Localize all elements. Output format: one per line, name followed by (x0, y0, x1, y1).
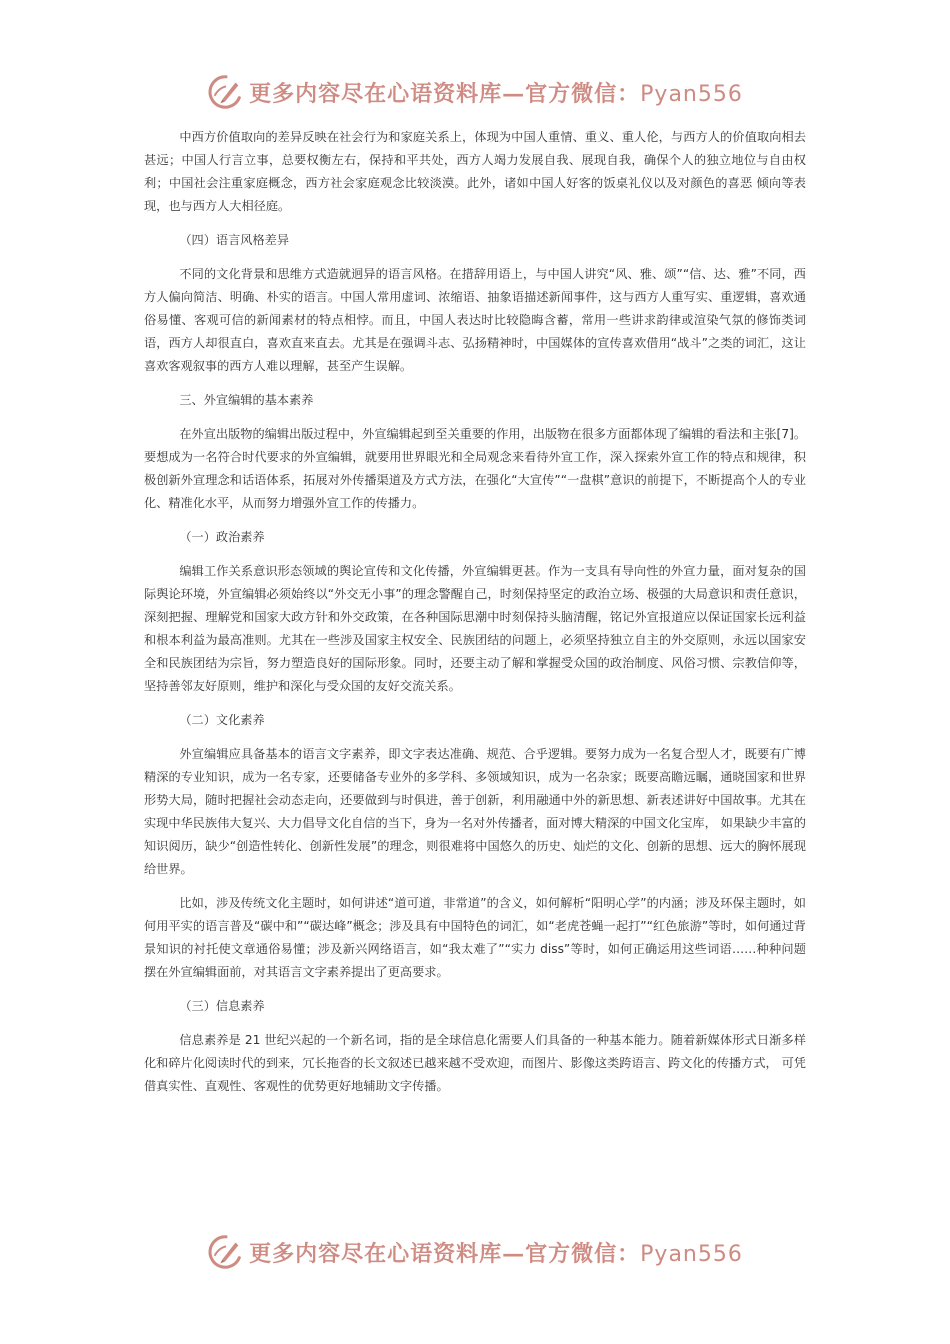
banner-text: 更多内容尽在心语资料库—官方微信： (249, 80, 641, 107)
section-heading: （一）政治素养 (179, 530, 265, 544)
paragraph: 不同的文化背景和思维方式造就迥异的语言风格。在措辞用语上，与中国人讲究“风、雅、颂”“信、达、雅”不同，西方人偏向简洁、明确、朴实的语言。中国人常用虚词、浓缩语、抽象语描述新闻事件，这与西方人重写实、重逻辑，喜欢通俗易懂、客观可信的新闻素材的特点相悖。而且，中国人表达时比较隐晦含蓄，常用一些讲求韵律或渲染气氛的修饰类词语，西方人却很直白，喜欢直来直去。尤其是在强调斗志、弘扬精神时，中国媒体的宣传喜欢借用“战斗”之类的词汇，这让喜欢客观叙事的西方人难以理解，甚至产生误解。 (144, 267, 806, 373)
footer-banner (0, 1230, 950, 1274)
paragraph: 外宣编辑应具备基本的语言文字素养，即文字表达准确、规范、合乎逻辑。要努力成为一名复合型人才，既要有广博精深的专业知识，成为一名专家，还要储备专业外的多学科、多领域知识，成为一名杂家；既要高瞻远瞩，通晓国家和世界形势大局，随时把握社会动态走向，还要做到与时俱进，善于创新，利用融通中外的新思想、新表述讲好中国故事。尤其在实现中华民族伟大复兴、大力倡导文化自信的当下，身为一名对外传播者，面对博大精深的中国文化宝库， 如果缺少丰富的知识阅历，缺少“创造性转化、创新性发展”的理念，则很难将中国悠久的历史、灿烂的文化、创新的思想、远大的胸怀展现给世界。 (144, 747, 806, 876)
banner-account: Pyan556 (640, 81, 743, 107)
pen-logo-icon (207, 1233, 245, 1271)
paragraph: 在外宣出版物的编辑出版过程中，外宣编辑起到至关重要的作用，出版物在很多方面都体现了编辑的看法和主张[7]。要想成为一名符合时代要求的外宣编辑，就要用世界眼光和全局观念来看待外宣工作，深入探索外宣工作的特点和规律，积极创新外宣理念和话语体系，拓展对外传播渠道及方式方法，在强化“大宣传”“一盘棋”意识的前提下，不断提高个人的专业化、精准化水平，从而努力增强外宣工作的传播力。 (144, 427, 807, 510)
paragraph: 编辑工作关系意识形态领域的舆论宣传和文化传播，外宣编辑更甚。作为一支具有导向性的外宣力量，面对复杂的国际舆论环境，外宣编辑必须始终以“外交无小事”的理念警醒自己，时刻保持坚定的政治立场、极强的大局意识和责任意识，深刻把握、理解党和国家大政方针和外交政策，在各种国际思潮中时刻保持头脑清醒，铭记外宣报道应以保证国家长远利益和根本利益为最高准则。尤其在一些涉及国家主权安全、民族团结的问题上，必须坚持独立自主的外交原则，永远以国家安全和民族团结为宗旨，努力塑造良好的国际形象。同时，还要主动了解和掌握受众国的政治制度、风俗习惯、宗教信仰等，坚持善邻友好原则，维护和深化与受众国的友好交流关系。 (144, 564, 806, 693)
paragraph: 信息素养是 21 世纪兴起的一个新名词，指的是全球信息化需要人们具备的一种基本能力。随着新媒体形式日渐多样化和碎片化阅读时代的到来，冗长拖沓的长文叙述已越来越不受欢迎，而图片、影像这类跨语言、跨文化的传播方式， 可凭借真实性、直观性、客观性的优势更好地辅助文字传播。 (144, 1033, 806, 1093)
pen-logo-icon (207, 73, 245, 111)
banner-text: 更多内容尽在心语资料库—官方微信： (249, 1240, 641, 1267)
banner-account: Pyan556 (640, 1241, 743, 1267)
article-body (144, 126, 806, 1109)
header-banner (0, 70, 950, 114)
paragraph: 比如，涉及传统文化主题时，如何讲述“道可道，非常道”的含义，如何解析“阳明心学”的内涵；涉及环保主题时，如何用平实的语言普及“碳中和”“碳达峰”概念；涉及具有中国特色的词汇，如“老虎苍蝇一起打”“红色旅游”等时，如何通过背景知识的衬托使文章通俗易懂；涉及新兴网络语言，如“我太难了”“实力 diss”等时，如何正确运用这些词语……种种问题摆在外宣编辑面前，对其语言文字素养提出了更高要求。 (144, 896, 806, 979)
section-heading: 三、外宣编辑的基本素养 (179, 393, 314, 407)
section-heading: （四）语言风格差异 (179, 233, 290, 247)
section-heading: （二）文化素养 (179, 713, 265, 727)
paragraph: 中西方价值取向的差异反映在社会行为和家庭关系上，体现为中国人重情、重义、重人伦，与西方人的价值取向相去甚远；中国人行言立事，总要权衡左右，保持和平共处，西方人竭力发展自我、展现自我，确保个人的独立地位与自由权利；中国社会注重家庭概念，西方社会家庭观念比较淡漠。此外，诸如中国人好客的饭桌礼仪以及对颜色的喜恶 倾向等表现，也与西方人大相径庭。 (144, 130, 806, 213)
section-heading: （三）信息素养 (179, 999, 265, 1013)
